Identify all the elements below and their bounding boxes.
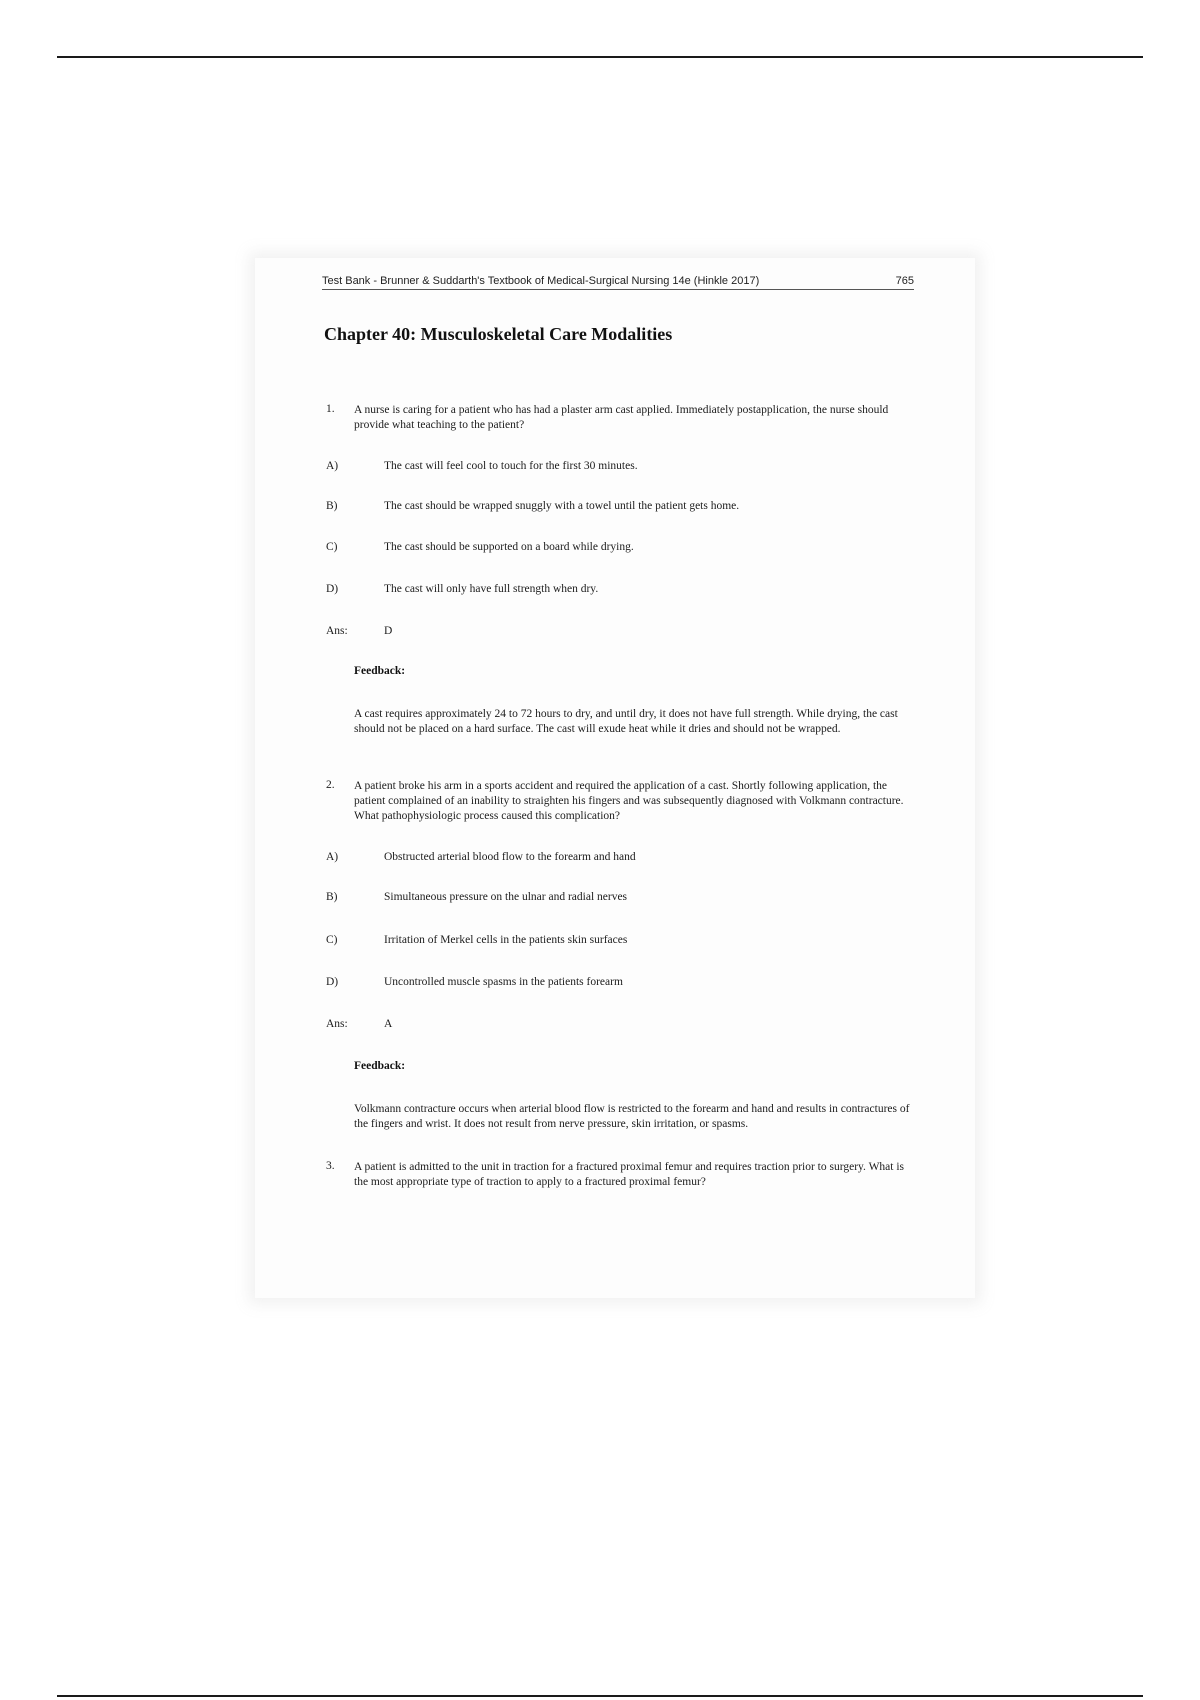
- answer-value: D: [384, 625, 393, 637]
- option-letter: D): [326, 976, 339, 988]
- feedback-label: Feedback:: [354, 1060, 406, 1072]
- option-letter: A): [326, 460, 339, 472]
- answer-label: Ans:: [326, 1018, 348, 1030]
- option-text: The cast will only have full strength when dry.: [384, 583, 599, 595]
- option-text: Simultaneous pressure on the ulnar and radial nerves: [384, 891, 628, 903]
- running-header-title: Test Bank - Brunner & Suddarth's Textbook of Medical-Surgical Nursing 14e (Hinkle 2017): [322, 275, 760, 287]
- option-letter: C): [326, 541, 338, 553]
- option-letter: B): [326, 891, 338, 903]
- option-text: The cast will feel cool to touch for the first 30 minutes.: [384, 460, 638, 472]
- option-letter: C): [326, 934, 338, 946]
- question-stem: A nurse is caring for a patient who has had a plaster arm cast applied. Immediately postapplication, the nurse should provide what teaching to the patient?: [354, 404, 889, 431]
- option-text: Uncontrolled muscle spasms in the patients forearm: [384, 976, 623, 988]
- document-page: [255, 258, 975, 1298]
- option-text: Irritation of Merkel cells in the patients skin surfaces: [384, 934, 628, 946]
- option-letter: D): [326, 583, 339, 595]
- question-number: 3.: [326, 1160, 335, 1172]
- bottom-divider: [57, 1695, 1143, 1697]
- answer-label: Ans:: [326, 625, 348, 637]
- question-number: 2.: [326, 779, 335, 791]
- question-number: 1.: [326, 403, 335, 415]
- running-header: [322, 275, 914, 290]
- chapter-title: Chapter 40: Musculoskeletal Care Modalities: [324, 324, 673, 344]
- feedback-label: Feedback:: [354, 665, 406, 677]
- question-stem: A patient is admitted to the unit in traction for a fractured proximal femur and requires traction prior to surgery. What is the most appropriate type of traction to apply to a fractured proximal femur?: [354, 1161, 905, 1188]
- top-divider: [57, 56, 1143, 58]
- feedback-text: A cast requires approximately 24 to 72 hours to dry, and until dry, it does not have full strength. While drying, the cast should not be placed on a hard surface. The cast will exude heat while it dries and should not be wrapped.: [354, 708, 898, 735]
- question-stem: A patient broke his arm in a sports accident and required the application of a cast. Shortly following application, the patient complained of an inability to straighten his fingers and was subsequently diagnosed with Volkmann contracture. What pathophysiologic process caused this complication?: [354, 780, 904, 822]
- option-text: The cast should be wrapped snuggly with a towel until the patient gets home.: [384, 500, 740, 512]
- answer-value: A: [384, 1018, 393, 1030]
- option-text: The cast should be supported on a board while drying.: [384, 541, 634, 553]
- feedback-text: Volkmann contracture occurs when arterial blood flow is restricted to the forearm and hand and results in contractures of the fingers and wrist. It does not result from nerve pressure, skin irritation, or spasms.: [354, 1103, 910, 1130]
- option-letter: B): [326, 500, 338, 512]
- option-text: Obstructed arterial blood flow to the forearm and hand: [384, 851, 636, 863]
- page-number: 765: [895, 275, 914, 287]
- option-letter: A): [326, 851, 339, 863]
